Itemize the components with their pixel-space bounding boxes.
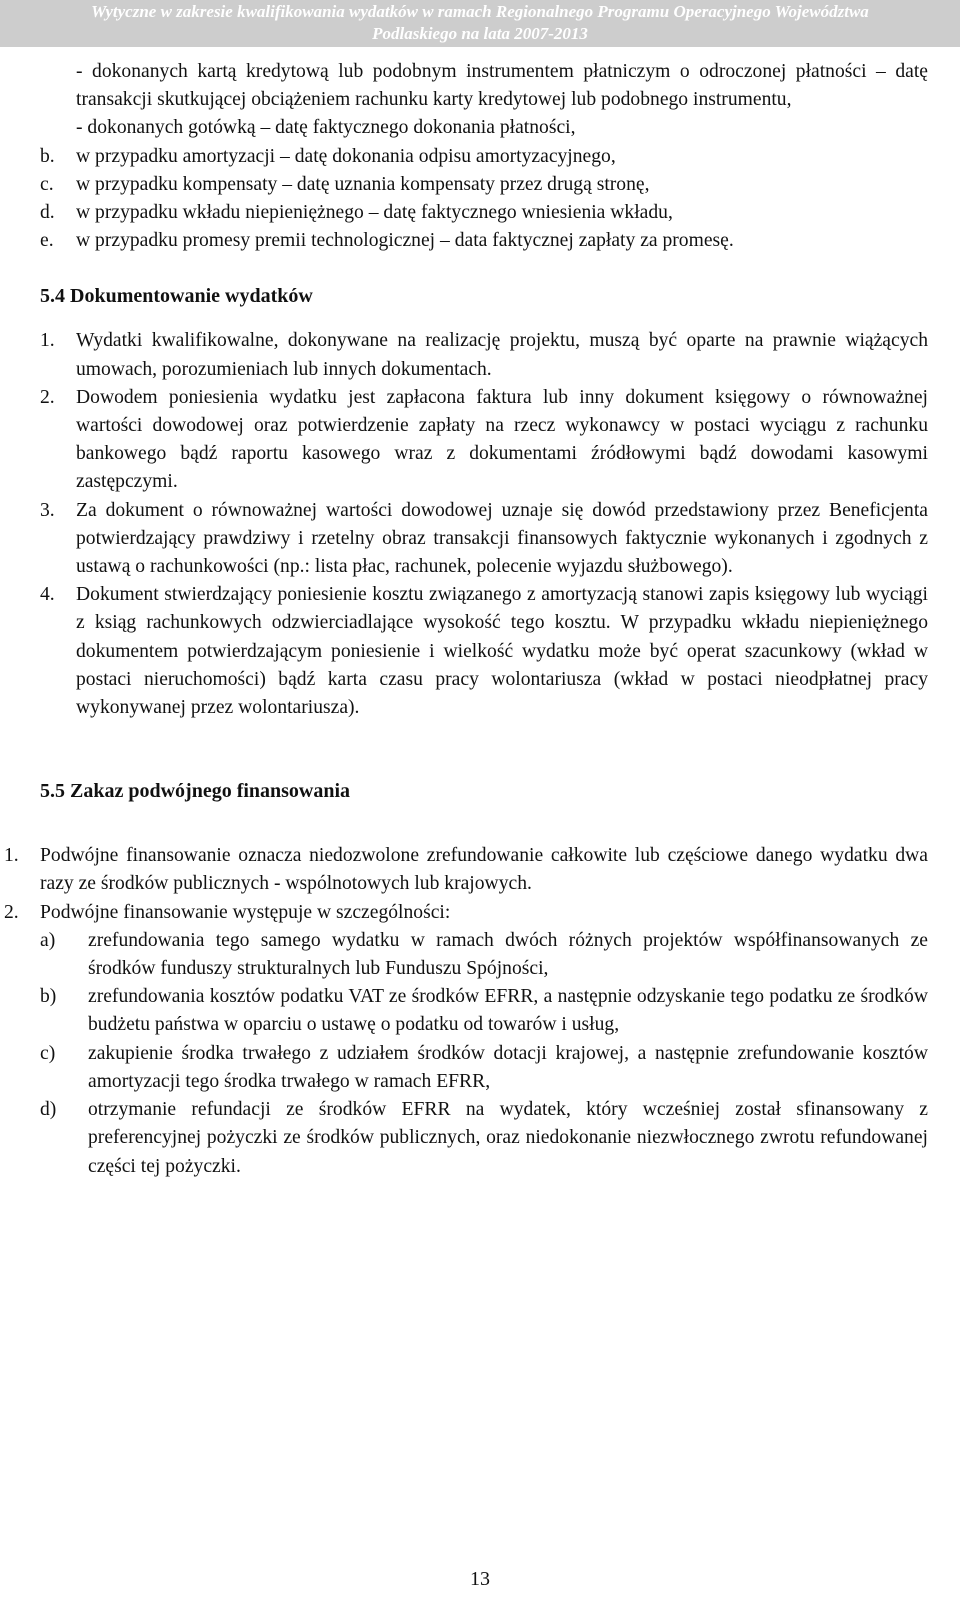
section55-item-2 (4, 899, 928, 927)
section54-item-1 (40, 327, 928, 383)
card-payment-item: - dokonanych kartą kredytową lub podobnym instrumentem płatniczym o odroczonej płatności – datę transakcji skutkującej obciążeniem rachunku karty kredytowej lub podobnego instrumentu, (76, 61, 928, 111)
cash-payment-item: - dokonanych gotówką – datę faktycznego dokonania płatności, (76, 117, 576, 139)
list-text: w przypadku promesy premii technologicznej – data faktycznej zapłaty za promesę. (76, 230, 734, 252)
list-item-c (40, 171, 928, 199)
list-item-b (40, 143, 928, 171)
list-text: zrefundowania kosztów podatku VAT ze środków EFRR, a następnie odzyskanie tego podatku ze środków budżetu państwa w oparciu o ustawę o podatku od towarów i usług, (88, 986, 928, 1036)
list-label: 1. (4, 845, 19, 867)
list-text: Wydatki kwalifikowalne, dokonywane na realizację projektu, muszą być oparte na prawnie wiążących umowach, porozumieniach lub innych dokumentach. (76, 330, 928, 380)
list-label: 2. (4, 901, 19, 923)
list-text: otrzymanie refundacji ze środków EFRR na wydatek, który wcześniej został sfinansowany z preferencyjnej pożyczki ze środków publicznych, oraz niedokonanie niezwłocznego zwrotu refundowanej części tej pożyczki. (88, 1099, 928, 1177)
list-text: Za dokument o równoważnej wartości dowodowej uznaje się dowód przedstawiony przez Beneficjenta potwierdzający prawdziwy i rzetelny obraz transakcji finansowych faktycznie wykonanych i zgodnych z ustawą o rachunkowości (np.: lista płac, rachunek, polecenie wyjazdu służbowego). (76, 499, 928, 578)
document-body (4, 58, 928, 1181)
list-label: d. (40, 202, 55, 224)
list-text: Podwójne finansowanie oznacza niedozwolone zrefundowanie całkowite lub częściowe danego wydatku dwa razy ze środków publicznych - wspólnotowych lub krajowych. (40, 845, 928, 895)
header-line-2: Podlaskiego na lata 2007-2013 (372, 24, 588, 43)
list-label: c. (40, 173, 54, 195)
subitem-c (40, 1040, 928, 1096)
subitem-b (40, 983, 928, 1039)
section54-item-3 (40, 497, 928, 582)
payment-date-list (40, 58, 928, 143)
list-text: w przypadku wkładu niepieniężnego – datę faktycznego wniesienia wkładu, (76, 202, 673, 224)
list-item-d (40, 199, 928, 227)
list-text: Dokument stwierdzający poniesienie kosztu związanego z amortyzacją stanowi zapis księgowy lub wyciągi z ksiąg rachunkowych odzwierciadlające wysokość tego kosztu. W przypadku wkładu niepieniężnego dokumentem potwierdzającym poniesienie i wielkość wydatku może być operat szacunkowy (wkład w postaci nieruchomości) bądź karta czasu pracy wolontariusza (wkład w postaci nieodpłatnej pracy wykonywanej przez wolontariusza). (76, 584, 928, 719)
section54-item-4 (40, 581, 928, 722)
list-label: b. (40, 145, 55, 167)
list-label: 4. (40, 584, 55, 606)
list-item-e (40, 227, 928, 255)
list-label: d) (40, 1099, 57, 1121)
section55-item-1 (4, 842, 928, 898)
list-text: Podwójne finansowanie występuje w szczególności: (40, 901, 451, 923)
section54-item-2 (40, 384, 928, 497)
list-label: c) (40, 1042, 56, 1064)
list-text: w przypadku amortyzacji – datę dokonania odpisu amortyzacyjnego, (76, 145, 616, 167)
list-text: zrefundowania tego samego wydatku w ramach dwóch różnych projektów współfinansowanych ze środków funduszy strukturalnych lub Funduszu Spójności, (88, 929, 928, 980)
header-line-1: Wytyczne w zakresie kwalifikowania wydatków w ramach Regionalnego Programu Operacyjnego Województwa (91, 2, 869, 21)
subitem-d (40, 1096, 928, 1181)
subitem-a (40, 927, 928, 983)
list-text: zakupienie środka trwałego z udziałem środków dotacji krajowej, a następnie zrefundowanie kosztów amortyzacji tego środka trwałego w ramach EFRR, (88, 1042, 928, 1092)
list-label: 1. (40, 330, 55, 352)
page-header (0, 0, 960, 47)
list-label: a) (40, 929, 56, 951)
list-label: e. (40, 230, 54, 252)
page-number: 13 (470, 1568, 490, 1590)
list-text: Dowodem poniesienia wydatku jest zapłacona faktura lub inny dokument księgowy o równoważnej wartości dowodowej oraz potwierdzenie zapłaty na rzecz wykonawcy w postaci wyciągu z rachunku bankowego bądź raportu kasowego wraz z dokumentami źródłowymi bądź dowodami kasowymi zastępczymi. (76, 386, 928, 493)
list-label: b) (40, 986, 57, 1008)
section-heading-5-4: 5.4 Dokumentowanie wydatków (40, 285, 313, 308)
list-text: w przypadku kompensaty – datę uznania kompensaty przez drugą stronę, (76, 173, 650, 195)
list-label: 2. (40, 386, 55, 408)
list-label: 3. (40, 499, 55, 521)
section-heading-5-5: 5.5 Zakaz podwójnego finansowania (40, 780, 351, 803)
